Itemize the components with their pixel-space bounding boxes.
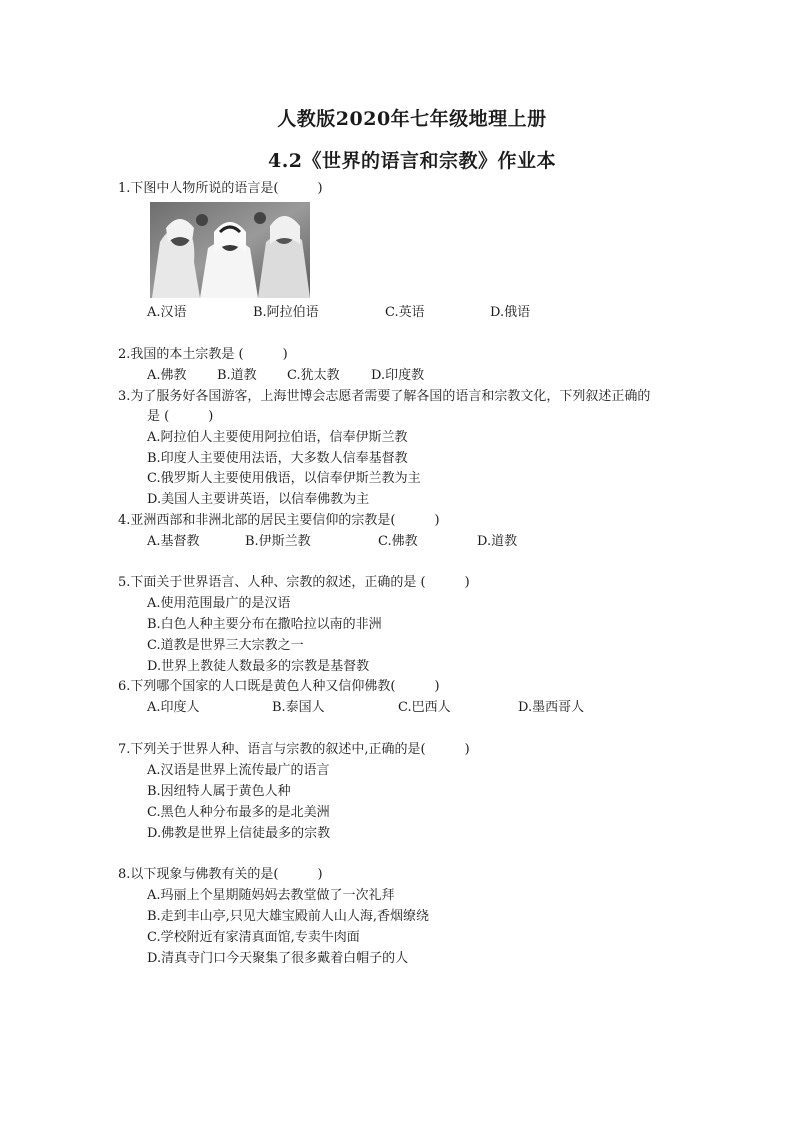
question-8-option-d: D.清真寺门口今天聚集了很多戴着白帽子的人 <box>147 951 409 966</box>
question-8-option-a: A.玛丽上个星期随妈妈去教堂做了一次礼拜 <box>147 888 395 903</box>
question-7-option-d: D.佛教是世界上信徒最多的宗教 <box>147 826 331 841</box>
question-7-option-b: B.因纽特人属于黄色人种 <box>147 784 291 799</box>
question-1-photo <box>150 202 310 298</box>
page-title: 人教版2020年七年级地理上册 <box>277 108 547 130</box>
question-6-option-b: B.泰国人 <box>272 700 325 715</box>
question-4-option-a: A.基督教 <box>147 534 200 549</box>
question-3-stem: 3.为了服务好各国游客，上海世博会志愿者需要了解各国的语言和宗教文化，下列叙述正确的 <box>118 389 651 404</box>
question-2-stem: 2.我国的本土宗教是 ( ) <box>118 347 288 362</box>
question-2-option-a: A.佛教 <box>147 368 187 383</box>
question-5-option-c: C.道教是世界三大宗教之一 <box>147 638 304 653</box>
question-2-option-c: C.犹太教 <box>287 368 340 383</box>
arab-men-photo-icon <box>150 202 310 298</box>
question-2-option-d: D.印度教 <box>371 368 425 383</box>
question-6-option-d: D.墨西哥人 <box>518 700 585 715</box>
question-5-stem: 5.下面关于世界语言、人种、宗教的叙述，正确的是 ( ) <box>118 575 470 590</box>
question-3-option-a: A.阿拉伯人主要使用阿拉伯语，信奉伊斯兰教 <box>147 430 408 445</box>
question-6-option-c: C.巴西人 <box>398 700 451 715</box>
question-3-option-b: B.印度人主要使用法语，大多数人信奉基督教 <box>147 451 408 466</box>
page-subtitle: 4.2《世界的语言和宗教》作业本 <box>267 150 557 172</box>
question-1-option-d: D.俄语 <box>490 305 531 320</box>
question-5-option-a: A.使用范围最广的是汉语 <box>147 596 291 611</box>
question-5-option-d: D.世界上教徒人数最多的宗教是基督教 <box>147 659 370 674</box>
question-4-option-b: B.伊斯兰教 <box>245 534 311 549</box>
question-4-option-d: D.道教 <box>477 534 518 549</box>
question-4-stem: 4.亚洲西部和非洲北部的居民主要信仰的宗教是( ) <box>118 513 440 528</box>
question-8-option-b: B.走到丰山亭,只见大雄宝殿前人山人海,香烟缭绕 <box>147 909 429 924</box>
question-7-stem: 7.下列关于世界人种、语言与宗教的叙述中,正确的是( ) <box>118 742 470 757</box>
question-7-option-c: C.黑色人种分布最多的是北美洲 <box>147 805 330 820</box>
question-3-option-c: C.俄罗斯人主要使用俄语，以信奉伊斯兰教为主 <box>147 471 421 486</box>
question-6-option-a: A.印度人 <box>147 700 200 715</box>
question-1-option-c: C.英语 <box>385 305 425 320</box>
question-3-stem-cont: 是 ( ) <box>147 409 214 424</box>
question-1-option-a: A.汉语 <box>147 305 187 320</box>
question-6-stem: 6.下列哪个国家的人口既是黄色人种又信仰佛教( ) <box>118 679 440 694</box>
question-1-stem: 1.下图中人物所说的语言是( ) <box>118 181 323 196</box>
question-5-option-b: B.白色人种主要分布在撒哈拉以南的非洲 <box>147 617 382 632</box>
question-8-option-c: C.学校附近有家清真面馆,专卖牛肉面 <box>147 930 360 945</box>
question-3-option-d: D.美国人主要讲英语，以信奉佛教为主 <box>147 492 370 507</box>
question-4-option-c: C.佛教 <box>378 534 418 549</box>
question-1-option-b: B.阿拉伯语 <box>253 305 319 320</box>
question-8-stem: 8.以下现象与佛教有关的是( ) <box>118 867 323 882</box>
question-7-option-a: A.汉语是世界上流传最广的语言 <box>147 763 330 778</box>
question-2-option-b: B.道教 <box>217 368 257 383</box>
